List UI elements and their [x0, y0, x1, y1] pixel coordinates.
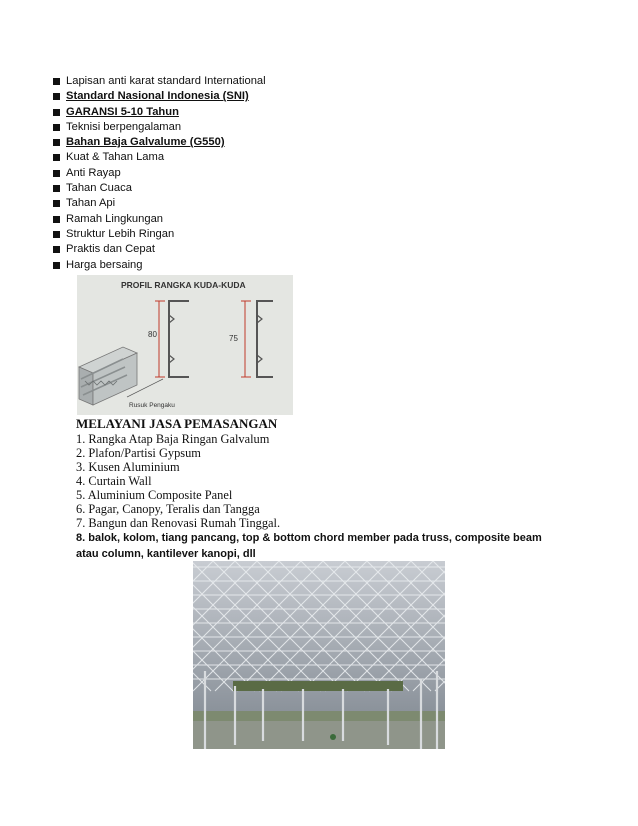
dimension-80: 80: [148, 330, 157, 339]
services-item: 3. Kusen Aluminium: [76, 460, 180, 474]
feature-text: Tahan Api: [66, 197, 116, 210]
feature-text: Ramah Lingkungan: [66, 212, 164, 225]
services-item: 7. Bangun dan Renovasi Rumah Tinggal.: [76, 516, 281, 530]
space-frame-illustration: [193, 561, 445, 749]
bullet-square-icon: [53, 231, 60, 238]
feature-list-item: [52, 181, 266, 196]
space-frame-photo: [193, 561, 445, 749]
services-list: [76, 432, 556, 530]
bullet-square-icon: [53, 185, 60, 192]
feature-text: Bahan Baja Galvalume (G550): [66, 136, 225, 149]
feature-list-item: [52, 120, 266, 135]
feature-text: Tahan Cuaca: [66, 182, 132, 195]
feature-text: Praktis dan Cepat: [66, 243, 155, 256]
bullet-square-icon: [53, 262, 60, 269]
feature-text: Struktur Lebih Ringan: [66, 227, 175, 240]
feature-list-item: [52, 166, 266, 181]
bullet-square-icon: [53, 154, 60, 161]
feature-text: GARANSI 5-10 Tahun: [66, 105, 179, 118]
services-item-8: 8. balok, kolom, tiang pancang, top & bottom chord member pada truss, composite beam atau column, kantilever kanopi, dll: [76, 532, 542, 560]
bullet-square-icon: [53, 246, 60, 253]
dimension-75: 75: [229, 334, 238, 343]
feature-list: [52, 74, 266, 273]
services-heading: MELAYANI JASA PEMASANGAN: [76, 416, 278, 431]
services-item: 6. Pagar, Canopy, Teralis dan Tangga: [76, 502, 260, 516]
bullet-square-icon: [53, 109, 60, 116]
feature-text: Anti Rayap: [66, 166, 121, 179]
feature-text: Standard Nasional Indonesia (SNI): [66, 90, 249, 103]
bullet-square-icon: [53, 216, 60, 223]
bullet-square-icon: [53, 78, 60, 85]
profile-title: PROFIL RANGKA KUDA-KUDA: [121, 280, 246, 290]
feature-list-item: [52, 105, 266, 120]
feature-list-item: [52, 196, 266, 211]
services-item: 2. Plafon/Partisi Gypsum: [76, 446, 201, 460]
services-item: 5. Aluminium Composite Panel: [76, 488, 233, 502]
feature-list-item: [52, 135, 266, 150]
feature-list-item: [52, 150, 266, 165]
feature-text: Kuat & Tahan Lama: [66, 151, 165, 164]
feature-list-item: [52, 74, 266, 89]
bullet-square-icon: [53, 139, 60, 146]
profile-diagram-image: [77, 275, 293, 415]
profile-caption: Rusuk Pengaku: [129, 402, 175, 409]
feature-list-item: [52, 227, 266, 242]
feature-list-item: [52, 258, 266, 273]
feature-text: Lapisan anti karat standard International: [66, 75, 266, 87]
feature-list-item: [52, 242, 266, 257]
bullet-square-icon: [53, 170, 60, 177]
feature-text: Harga bersaing: [66, 258, 143, 271]
bullet-square-icon: [53, 124, 60, 131]
profile-diagram: [77, 275, 293, 415]
feature-list-item: [52, 212, 266, 227]
feature-list-item: [52, 89, 266, 104]
bullet-square-icon: [53, 200, 60, 207]
bullet-square-icon: [53, 93, 60, 100]
services-item: 4. Curtain Wall: [76, 474, 152, 488]
services-section: [76, 416, 556, 562]
services-item: 1. Rangka Atap Baja Ringan Galvalum: [76, 432, 270, 446]
feature-text: Teknisi berpengalaman: [66, 120, 182, 133]
